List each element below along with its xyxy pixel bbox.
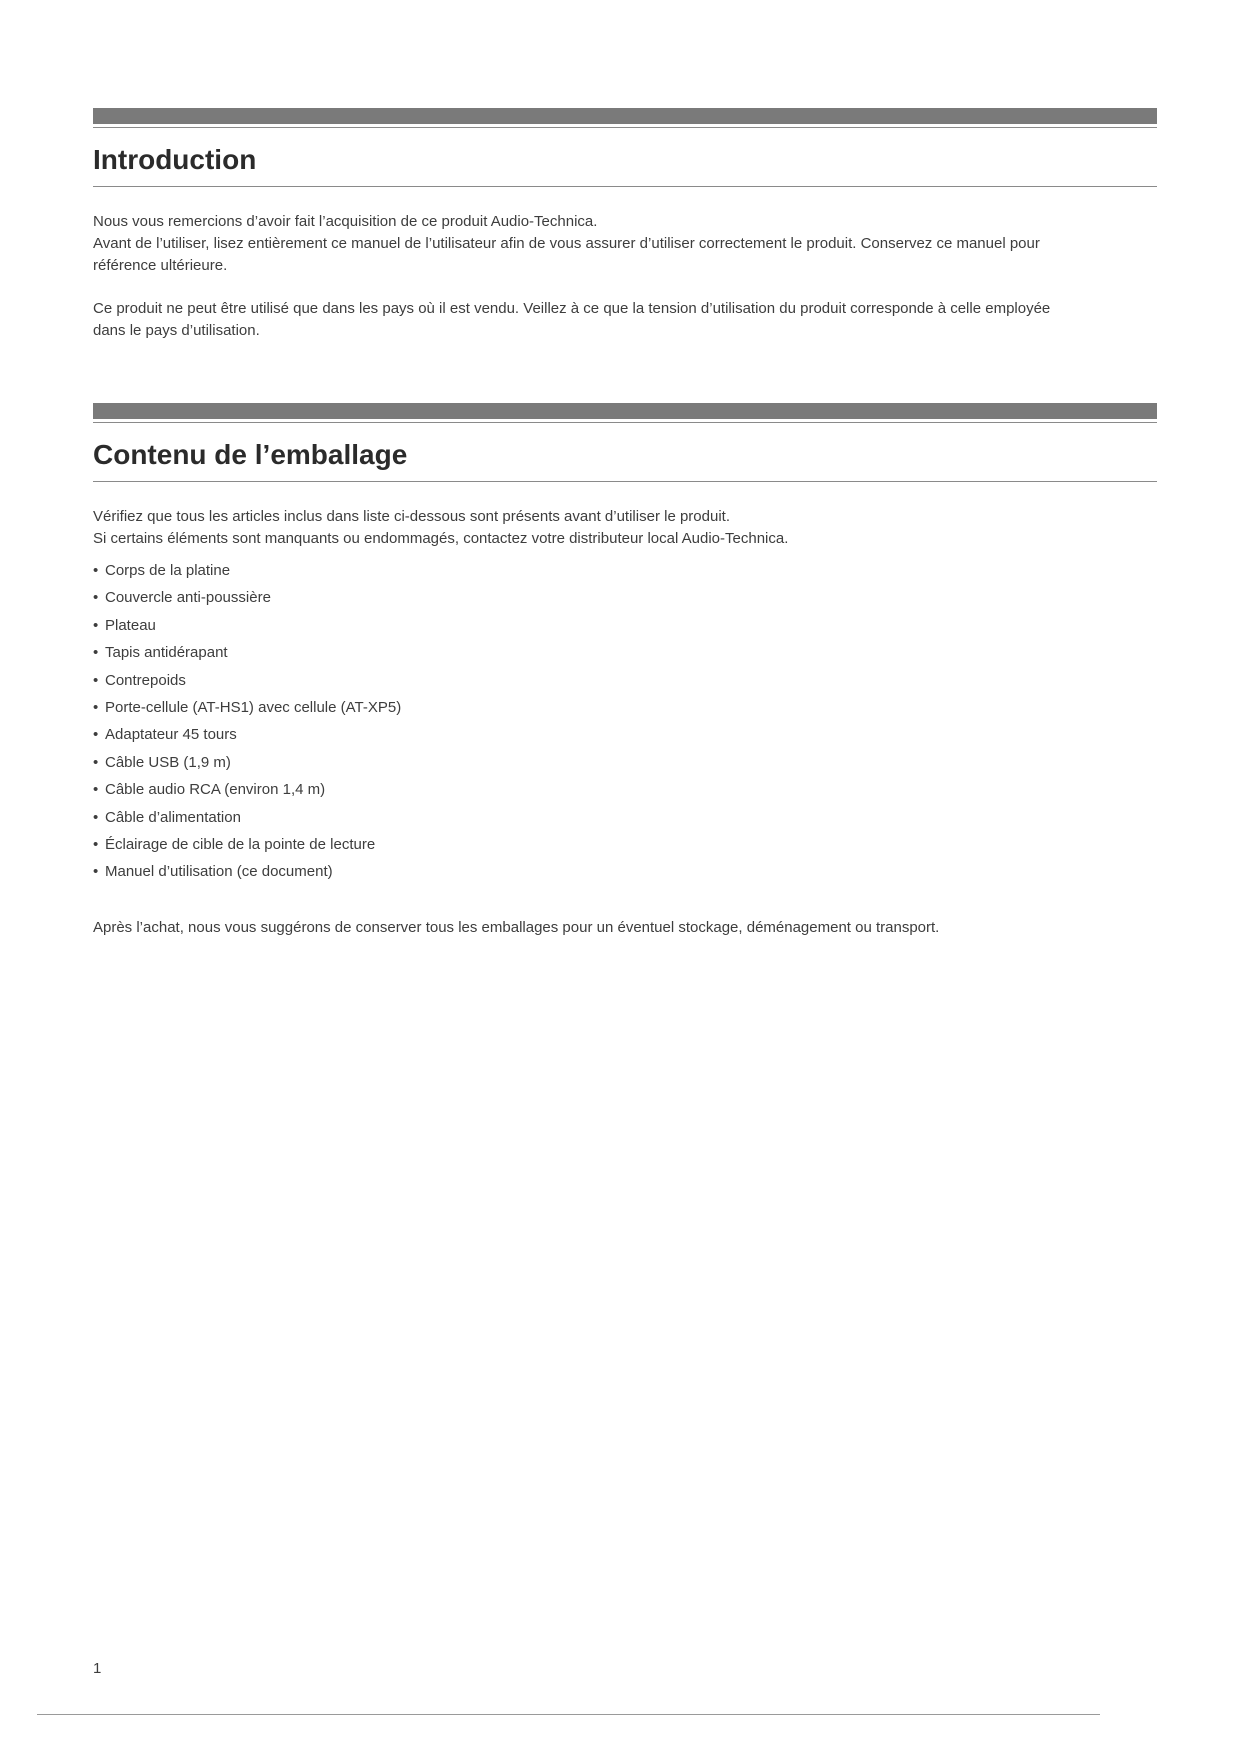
bullet-marker: • bbox=[93, 863, 99, 881]
bullet-marker: • bbox=[93, 753, 99, 771]
list-item bbox=[93, 776, 1157, 803]
list-item-label: Adaptateur 45 tours bbox=[105, 726, 237, 744]
bullet-marker: • bbox=[93, 671, 99, 689]
section-header-rule bbox=[93, 127, 1157, 128]
list-item bbox=[93, 721, 1157, 748]
package-contents-intro bbox=[93, 506, 1157, 550]
bullet-marker: • bbox=[93, 589, 99, 607]
list-item-label: Corps de la platine bbox=[105, 562, 231, 579]
list-item bbox=[93, 858, 1157, 885]
list-item bbox=[93, 749, 1157, 776]
list-item-label: Couvercle anti-poussière bbox=[105, 589, 271, 607]
text-line: dans le pays d’utilisation. bbox=[93, 322, 260, 339]
list-item-label: Câble USB (1,9 m) bbox=[105, 753, 231, 771]
list-item-label: Tapis antidérapant bbox=[105, 644, 228, 662]
list-item bbox=[93, 831, 1157, 858]
text-line: Avant de l’utiliser, lisez entièrement ce manuel de l’utilisateur afin de vous assurer d’utiliser correctement le produit. Conservez ce manuel pour bbox=[93, 235, 1040, 252]
package-contents-section bbox=[93, 403, 1157, 939]
section-header-bar bbox=[93, 403, 1157, 419]
list-item bbox=[93, 667, 1157, 694]
section-header-bar bbox=[93, 108, 1157, 124]
list-item-label: Câble d’alimentation bbox=[105, 808, 241, 826]
text-line: Nous vous remercions d’avoir fait l’acquisition de ce produit Audio-Technica. bbox=[93, 213, 598, 230]
footer-rule bbox=[37, 1714, 1100, 1715]
text-line: Si certains éléments sont manquants ou endommagés, contactez votre distributeur local Audio-Technica. bbox=[93, 530, 789, 547]
title-underline bbox=[93, 186, 1157, 187]
list-item-label: Porte-cellule (AT-HS1) avec cellule (AT-XP5) bbox=[105, 698, 402, 716]
bullet-marker: • bbox=[93, 644, 99, 662]
bullet-marker: • bbox=[93, 698, 99, 716]
text-line: référence ultérieure. bbox=[93, 257, 228, 274]
bullet-marker: • bbox=[93, 835, 99, 853]
list-item bbox=[93, 584, 1157, 611]
section-header-rule bbox=[93, 422, 1157, 423]
list-item bbox=[93, 694, 1157, 721]
after-purchase-note: Après l’achat, nous vous suggérons de conserver tous les emballages pour un éventuel stockage, déménagement ou transport. bbox=[93, 918, 940, 936]
list-item-label: Éclairage de cible de la pointe de lecture bbox=[105, 835, 376, 853]
package-contents-title: Contenu de l’emballage bbox=[93, 439, 408, 470]
list-item-label: Contrepoids bbox=[105, 671, 186, 689]
title-underline bbox=[93, 481, 1157, 482]
bullet-marker: • bbox=[93, 781, 99, 799]
text-line: Vérifiez que tous les articles inclus dans liste ci-dessous sont présents avant d’utiliser le produit. bbox=[93, 508, 730, 525]
introduction-paragraph-1 bbox=[93, 211, 1157, 277]
list-item bbox=[93, 612, 1157, 639]
list-item bbox=[93, 639, 1157, 666]
text-line: Ce produit ne peut être utilisé que dans les pays où il est vendu. Veillez à ce que la tension d’utilisation du produit corresponde à celle employée bbox=[93, 300, 1051, 317]
list-item bbox=[93, 804, 1157, 831]
list-item-label: Manuel d’utilisation (ce document) bbox=[105, 863, 333, 881]
bullet-marker: • bbox=[93, 808, 99, 826]
list-item bbox=[93, 557, 1157, 584]
bullet-marker: • bbox=[93, 726, 99, 744]
package-items-list bbox=[93, 557, 1157, 886]
introduction-paragraph-2 bbox=[93, 298, 1157, 342]
bullet-marker: • bbox=[93, 562, 99, 579]
introduction-title: Introduction bbox=[93, 144, 257, 175]
list-item-label: Câble audio RCA (environ 1,4 m) bbox=[105, 781, 326, 799]
introduction-section bbox=[93, 108, 1157, 342]
page-number: 1 bbox=[93, 1660, 102, 1677]
list-item-label: Plateau bbox=[105, 616, 156, 634]
bullet-marker: • bbox=[93, 616, 99, 634]
